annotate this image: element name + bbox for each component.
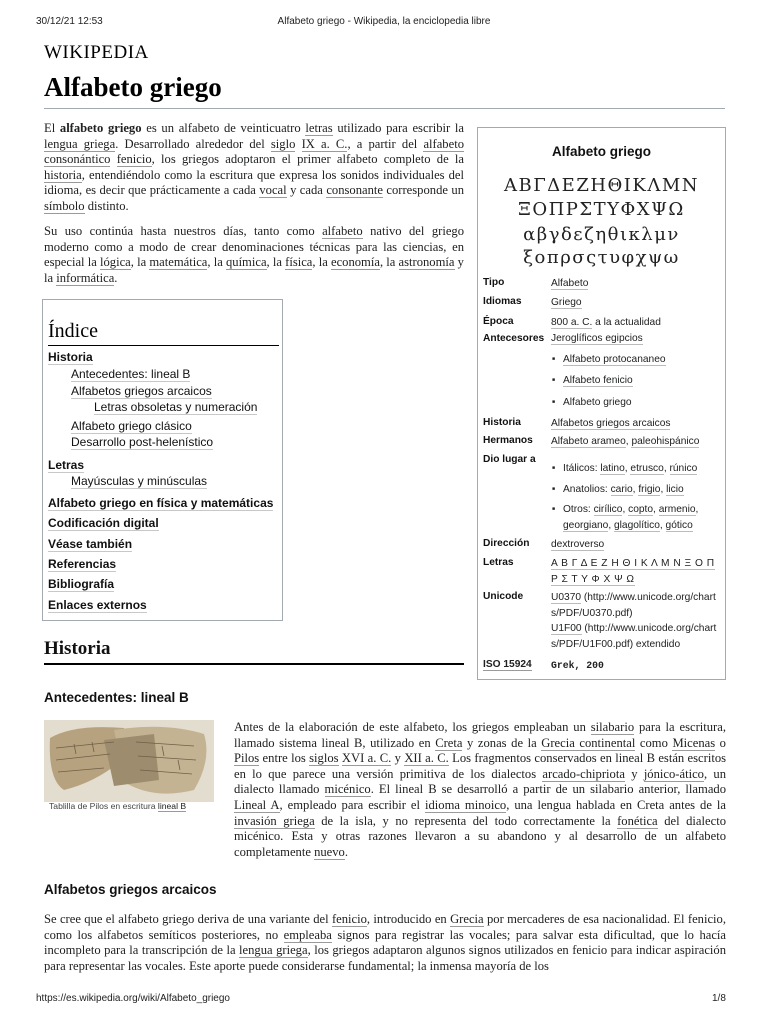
toc-label: Desarrollo post-helenístico [71,435,214,449]
infobox-value-letras [551,556,723,587]
antecesores-list [551,352,723,411]
link-grecia[interactable]: Grecia [450,912,484,926]
toc-label: Alfabetos griegos arcaicos [71,384,212,398]
section-divider [44,663,464,665]
section-heading-historia: Historia [44,638,111,659]
text-run: , la [266,255,286,270]
link-lengua-griega-2[interactable]: lengua griega [239,943,308,958]
text-run: . Desarrollado alrededor del [115,136,271,151]
link-xvi-ac[interactable]: XVI a. C. [341,751,392,766]
print-page-number: 1/8 [712,993,726,1004]
subsection-heading-antecedentes: Antecedentes: lineal B [44,690,189,705]
toc-label: Enlaces externos [48,598,147,612]
link-fonetica[interactable]: fonética [617,813,658,828]
infobox-label-unicode: Unicode [483,591,524,602]
text-run: , los griegos adoptaron el primer alfabeto completo de la [151,152,464,167]
infobox-value-epoca [551,315,723,331]
intro-paragraph-2 [44,224,464,286]
link-frigio[interactable]: frigio [638,483,661,495]
toc-label: Codificación digital [48,516,159,530]
toc-item-letras-obsoletas[interactable] [94,400,257,414]
link-arcado-chipriota[interactable]: arcado-chipriota [542,766,625,781]
list-item [551,352,723,368]
text-run: , la [379,255,399,270]
text-run: Otros: [563,504,594,516]
list-item [551,502,723,533]
infobox-label-antecesores: Antecesores [483,333,545,344]
infobox-label-idiomas: Idiomas [483,296,522,307]
infobox-value-unicode [551,590,723,652]
greek-lowercase-line-1: αβγδεζηθικλμν [523,224,680,245]
toc-item-enlaces-externos[interactable] [48,598,147,612]
toc-item-referencias[interactable] [48,557,116,571]
text-run: Su uso continúa hasta nuestros días, tanto como [44,224,323,238]
page-title: Alfabeto griego [44,72,222,102]
link-invasion-griega[interactable]: invasión griega [234,813,315,828]
link-silabario[interactable]: silabario [590,720,635,734]
toc-label: Alfabeto griego en física y matemáticas [48,496,274,510]
intro-paragraph-1 [44,121,464,215]
link-fenicio-2[interactable]: fenicio [331,912,367,926]
toc-label: Mayúsculas y minúsculas [71,474,208,488]
link-logica[interactable]: lógica [99,255,131,270]
link-800-ac[interactable]: 800 a. C. [551,317,593,328]
text-run: del dialecto micénico. Esta y otras razones llevaron a su abandono y al desarrollo de un alfabeto completamente [234,813,726,859]
toc-item-vease-tambien[interactable] [48,537,132,551]
text-run: , [632,483,639,495]
link-iso-15924[interactable]: ISO 15924 [483,659,532,670]
infobox-label-tipo: Tipo [483,277,505,288]
link-simbolo[interactable]: símbolo [44,198,85,213]
link-creta[interactable]: Creta [435,735,463,750]
infobox-label-hermanos: Hermanos [483,435,533,446]
link-gotico[interactable]: gótico [665,519,693,531]
text-run: Itálicos: [563,463,601,474]
toc-divider [48,345,279,346]
link-armenio[interactable]: armenio [658,504,696,516]
toc-item-alfabetos-arcaicos[interactable] [71,384,212,398]
link-runico[interactable]: rúnico [669,463,698,474]
link-alfabeto-protocananeo[interactable]: Alfabeto protocananeo [563,353,666,365]
text-run: entre los [259,751,310,766]
text-run: , [695,504,699,516]
text-run: , [659,519,666,531]
infobox-title: Alfabeto griego [551,144,651,159]
link-xii-ac[interactable]: XII a. C. [404,751,449,766]
link-vocal[interactable]: vocal [259,183,287,198]
link-licio[interactable]: licio [666,483,684,495]
toc-item-historia[interactable] [48,350,93,364]
text-run: (http://www.unicode.org/charts/PDF/U1F00.pdf) [551,623,717,650]
link-grecia-continental[interactable]: Grecia continental [541,735,636,750]
toc-item-letras[interactable] [48,458,84,472]
list-item [551,482,723,498]
link-alfabeto-tipo[interactable]: Alfabeto [551,278,589,289]
dio-lugar-list [551,461,723,533]
link-lineal-b-caption[interactable]: lineal B [157,801,187,811]
toc-label: Letras [48,458,85,472]
toc-item-codificacion[interactable] [48,516,159,530]
text-run: extendido [633,638,681,650]
text-run: , [653,504,659,516]
toc-item-bibliografia[interactable] [48,577,114,591]
toc-item-post-helenistico[interactable] [71,435,213,449]
infobox-value-hermanos [551,434,723,450]
link-u1f00[interactable]: U1F00 [551,623,582,635]
link-letras-griegas[interactable]: Α Β Γ Δ Ε Ζ Η Θ Ι Κ Λ Μ Ν Ξ Ο Π Ρ Σ Τ Υ Φ Χ Ψ Ω [551,558,715,585]
print-page-title: Alfabeto griego - Wikipedia, la enciclopedia libre [277,16,491,27]
link-idioma-minoico[interactable]: idioma minoico [424,797,507,812]
text-run: . [344,844,349,859]
text-run [295,137,301,151]
wikipedia-wordmark[interactable]: WIKIPEDIA [44,42,149,63]
toc-label: Alfabeto griego clásico [71,419,192,433]
text-run: , [608,519,614,531]
text-run: utilizado para escribir la [332,121,464,135]
text-run [110,152,116,166]
infobox-label-epoca: Época [483,316,514,327]
link-fenicio[interactable]: fenicio [116,152,152,167]
infobox-label-historia: Historia [483,417,521,428]
link-etrusco[interactable]: etrusco [630,463,664,474]
text-run: , una lengua hablada en Creta antes de la [506,797,726,812]
greek-lowercase-line-2: ξοπρσςτυφχψω [523,247,680,268]
link-alfabeto-fenicio[interactable]: Alfabeto fenicio [563,375,633,387]
text-run: signos para registrar las vocales; para salvar esta dificultad, que lo hacía incompleto para la transcripción de la [44,927,726,958]
link-glagolitico[interactable]: glagolítico [614,519,660,531]
toc-item-alfabeto-clasico[interactable] [71,419,192,433]
infobox-label-letras: Letras [483,557,514,568]
text-run: . El lineal B se desarrolló a partir de un silabario anterior, llamado [370,782,726,797]
text-run: , a partir del [347,136,424,151]
print-url: https://es.wikipedia.org/wiki/Alfabeto_griego [36,993,230,1004]
infobox-label-dio-lugar: Dio lugar a [483,454,536,465]
link-cirilico[interactable]: cirílico [593,504,623,516]
text-run: corresponde un [382,183,464,198]
text-run: El [44,121,60,135]
text-run: y la [44,255,464,285]
link-micenico[interactable]: micénico [324,782,371,797]
toc-label: Letras obsoletas y numeración [94,400,258,414]
link-lengua-griega[interactable]: lengua griega [44,136,116,151]
text-run: Antes de la elaboración de este alfabeto, los griegos empleaban un [234,720,591,734]
infobox-value-iso: Grek, 200 [551,660,604,671]
link-fisica[interactable]: física [285,255,313,270]
link-griego[interactable]: Griego [551,297,582,308]
alfabeto-griego-self: Alfabeto griego [563,396,632,408]
greek-uppercase-line-2: ΞΟΠΡΣΤΥΦΧΨΩ [518,199,685,220]
infobox-value-idiomas [551,295,723,311]
text-run: , la [207,255,226,270]
toc-label: Referencias [48,557,117,571]
toc-label: Antecedentes: lineal B [71,367,191,381]
link-pilos[interactable]: Pilos [234,751,260,766]
list-item [551,395,723,411]
link-latino[interactable]: latino [600,463,625,474]
infobox-value-tipo [551,276,723,292]
title-divider [44,108,725,109]
text-run: es un alfabeto de veinticuatro [141,121,306,135]
link-siglo-ix[interactable]: IX a. C. [301,136,348,151]
link-jonico-atico[interactable]: jónico-ático [643,766,704,781]
link-quimica[interactable]: química [225,255,267,270]
text-run: , la [130,255,150,270]
link-cario[interactable]: cario [610,483,633,495]
link-empleaba[interactable]: empleaba [283,927,332,942]
text-run: y zonas de la [462,735,542,750]
infobox [477,127,726,680]
link-alfabeto[interactable]: alfabeto [322,224,363,238]
link-alfabeto-consonantico[interactable]: alfabeto consonántico [44,136,464,167]
link-alfabeto-arameo[interactable]: Alfabeto arameo [551,436,626,447]
tablet-illustration [44,720,214,802]
text-run: por mercaderes de esa nacionalidad. El fenicio, como los alfabetos semíticos posteriores, no [44,912,726,942]
text-run: nativo del griego moderno como a modo de crear denominaciones técnicas para las ciencias, en especial la [44,224,464,270]
toc-label: Historia [48,350,93,364]
link-georgiano[interactable]: georgiano [563,519,609,531]
linear-b-tablet-image[interactable] [44,720,214,802]
text-run: , [625,436,632,447]
infobox-label-iso [483,659,532,670]
historia-paragraph-2 [44,912,726,976]
text-run: (http://www.unicode.org/charts/PDF/U0370.pdf) [551,592,716,619]
text-run: Se cree que el alfabeto griego deriva de una variante del [44,912,332,926]
text-run: , entendiéndolo como la escritura que expresa los sonidos individuales del idioma, es decir que prácticamente a cada [44,167,464,198]
text-run: , empleado para escribir el [279,797,425,812]
text-run: , introducido en [366,912,451,926]
text-run: o [715,735,726,750]
bold-term: alfabeto griego [59,121,142,135]
link-siglos[interactable]: siglos [309,751,339,766]
text-run: a la actualidad [592,317,661,328]
toc-item-mayusculas[interactable] [71,474,207,488]
text-run: , [622,504,629,516]
link-consonante[interactable]: consonante [326,183,383,198]
infobox-value-direccion [551,537,723,553]
text-run: , [624,463,631,474]
text-run: como [635,735,673,750]
text-run: Tablilla de Pilos en escritura [49,801,158,811]
text-run: , [660,483,667,495]
toc-label: Bibliografía [48,577,115,591]
infobox-value-historia [551,416,723,432]
link-paleohispanico[interactable]: paleohispánico [631,436,700,447]
toc-item-fisica-matematicas[interactable] [48,496,273,510]
link-nuevo[interactable]: nuevo [314,844,345,859]
link-micenas[interactable]: Micenas [672,735,716,750]
infobox-label-direccion: Dirección [483,538,530,549]
link-matematica[interactable]: matemática [149,255,208,270]
link-siglo[interactable]: siglo [270,136,296,151]
subsection-heading-arcaicos: Alfabetos griegos arcaicos [44,882,217,897]
infobox-value-antecesores [551,331,723,416]
text-run: Los fragmentos conservados en lineal B están escritos en lo que parece una versión primitiva de los dialectos [234,751,727,781]
historia-paragraph-1 [234,720,726,860]
text-run: , los griegos adaptaron algunos signos utilizados en fenicio para indicar aspiración para representar las vocales. Este aporte puede considerarse fundamental; la inmensa mayoría de los [44,943,726,973]
text-run: . [114,270,118,285]
text-run: para la escritura, llamado sistema lineal B, utilizado en [234,720,726,750]
print-timestamp: 30/12/21 12:53 [36,16,103,27]
toc-label: Véase también [48,537,133,551]
link-letras[interactable]: letras [305,121,333,135]
text-run: , la [312,255,331,270]
text-run: , un dialecto llamado [234,766,727,797]
link-jeroglificos-egipcios[interactable]: Jeroglíficos egipcios [551,333,643,344]
table-of-contents [42,299,283,621]
link-astronomia[interactable]: astronomía [398,255,455,270]
list-item [551,461,723,477]
infobox-value-dio-lugar [551,461,723,539]
text-run: y [624,766,644,781]
link-historia[interactable]: historia [44,167,82,182]
link-alfabetos-griegos-arcaicos[interactable]: Alfabetos griegos arcaicos [551,418,671,429]
link-lineal-a[interactable]: Lineal A [234,797,280,812]
link-u0370[interactable]: U0370 [551,592,582,603]
text-run: de la isla, y no representa del todo correctamente la [314,813,618,828]
link-informatica[interactable]: informática [56,270,115,285]
figure-caption [49,801,186,811]
text-run: Anatolios: [563,483,611,495]
text-run: y [391,751,405,766]
toc-title: Índice [48,320,98,342]
text-run: y cada [286,183,327,198]
list-item [551,373,723,389]
toc-item-antecedentes[interactable] [71,367,190,381]
text-run: distinto. [84,198,129,213]
link-economia[interactable]: economía [330,255,380,270]
link-copto[interactable]: copto [628,504,654,516]
link-dextroverso[interactable]: dextroverso [551,539,605,550]
greek-uppercase-line-1: ΑΒΓΔΕΖΗΘΙΚΛΜΝ [503,175,700,196]
text-run: , [663,463,670,474]
